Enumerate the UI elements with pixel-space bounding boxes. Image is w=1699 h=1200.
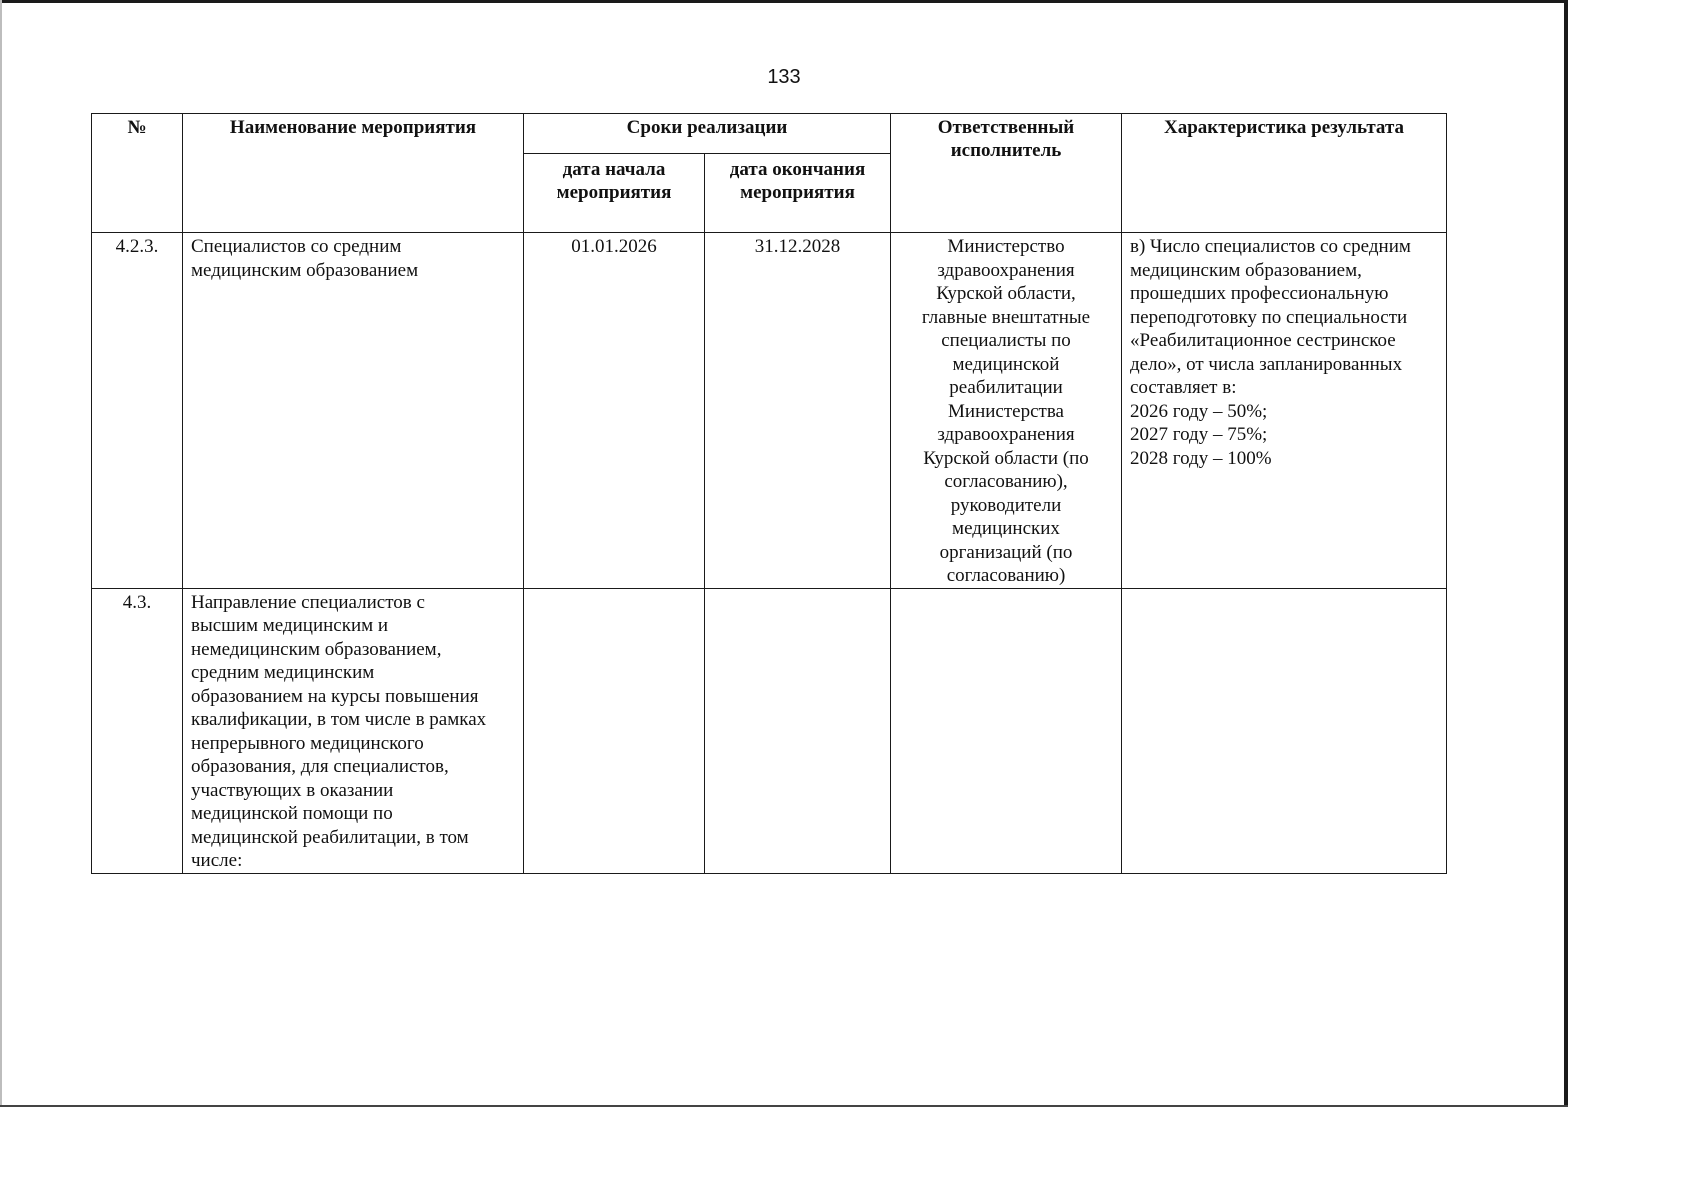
row-executor [891,588,1122,873]
result-line: 2027 году – 75%; [1130,424,1268,445]
row-activity-name [183,588,524,873]
activity-name-line: квалификации, в том числе в рамках [191,709,487,730]
result-line: 2028 году – 100% [1130,447,1272,469]
executor-line: Министерство [947,236,1065,257]
row-activity-name [183,233,524,589]
header-start-line: мероприятия [556,182,672,203]
result-line: переподготовку по специальности [1130,306,1408,328]
header-end-line: дата окончания [729,159,866,180]
result-line: 2026 году – 50%; [1130,400,1268,422]
activity-name-line: высшим медицинским и [191,615,389,636]
header-name: Наименование мероприятия [183,114,524,233]
scan-frame-right [1564,0,1568,1107]
table-header-row [92,114,1447,154]
activity-name-line: немедицинским образованием, [191,638,442,660]
activity-name-line: образования, для специалистов, [191,756,449,777]
result-line: дело», от числа запланированных [1130,353,1403,375]
row-number: 4.3. [92,588,183,873]
activity-name-line: медицинской помощи по [191,803,393,824]
activity-name-line: участвующих в оказании [191,779,394,801]
table-row [92,233,1447,589]
activity-name-line: медицинской реабилитации, в том [191,826,469,848]
row-start-date [524,588,705,873]
header-start-date [524,154,705,233]
executor-line: медицинской [952,353,1060,375]
row-result [1122,588,1447,873]
executor-line: специалисты по [941,330,1071,351]
executor-line: медицинских [952,518,1060,539]
header-end-date [705,154,891,233]
activity-name-line: медицинским образованием [191,259,419,281]
activity-name-line: образованием на курсы повышения [191,685,479,707]
executor-line: здравоохранения [937,259,1075,281]
executor-line: реабилитации [949,377,1063,398]
executor-line: согласованию) [946,565,1066,586]
header-executor [891,114,1122,233]
row-result [1122,233,1447,589]
executor-line: здравоохранения [937,424,1075,445]
header-executor-line: исполнитель [950,140,1062,161]
executor-line: Министерства [948,400,1064,422]
executor-line: Курской области (по [923,447,1089,469]
header-executor-line: Ответственный [937,117,1075,138]
table-row [92,588,1447,873]
row-end-date [705,588,891,873]
row-number: 4.2.3. [92,233,183,589]
header-result: Характеристика результата [1122,114,1447,233]
activity-name-line: Специалистов со средним [191,236,402,257]
result-line: в) Число специалистов со средним [1130,236,1411,257]
activity-name-line: непрерывного медицинского [191,732,424,754]
activity-name-line: числе: [191,850,243,871]
result-line: прошедших профессиональную [1130,283,1389,304]
row-end-date: 31.12.2028 [705,233,891,589]
row-executor [891,233,1122,589]
scan-frame-left [0,0,2,1107]
result-line: «Реабилитационное сестринское [1130,330,1396,351]
result-line: медицинским образованием, [1130,259,1362,281]
page-number: 133 [767,66,801,88]
row-start-date: 01.01.2026 [524,233,705,589]
executor-line: руководители [950,494,1062,516]
result-line: составляет в: [1130,377,1237,398]
header-end-line: мероприятия [740,182,855,203]
scan-frame-bottom [0,1105,1568,1107]
activity-name-line: средним медицинским [191,662,375,683]
header-num: № [92,114,183,233]
activities-table [91,113,1447,874]
scan-frame-top [0,0,1568,3]
executor-line: организаций (по [939,541,1073,563]
executor-line: Курской области, [936,283,1076,304]
header-terms: Сроки реализации [524,114,891,154]
activity-name-line: Направление специалистов с [191,591,425,613]
header-start-line: дата начала [562,159,666,180]
executor-line: главные внештатные [921,306,1091,328]
executor-line: согласованию), [944,471,1068,492]
